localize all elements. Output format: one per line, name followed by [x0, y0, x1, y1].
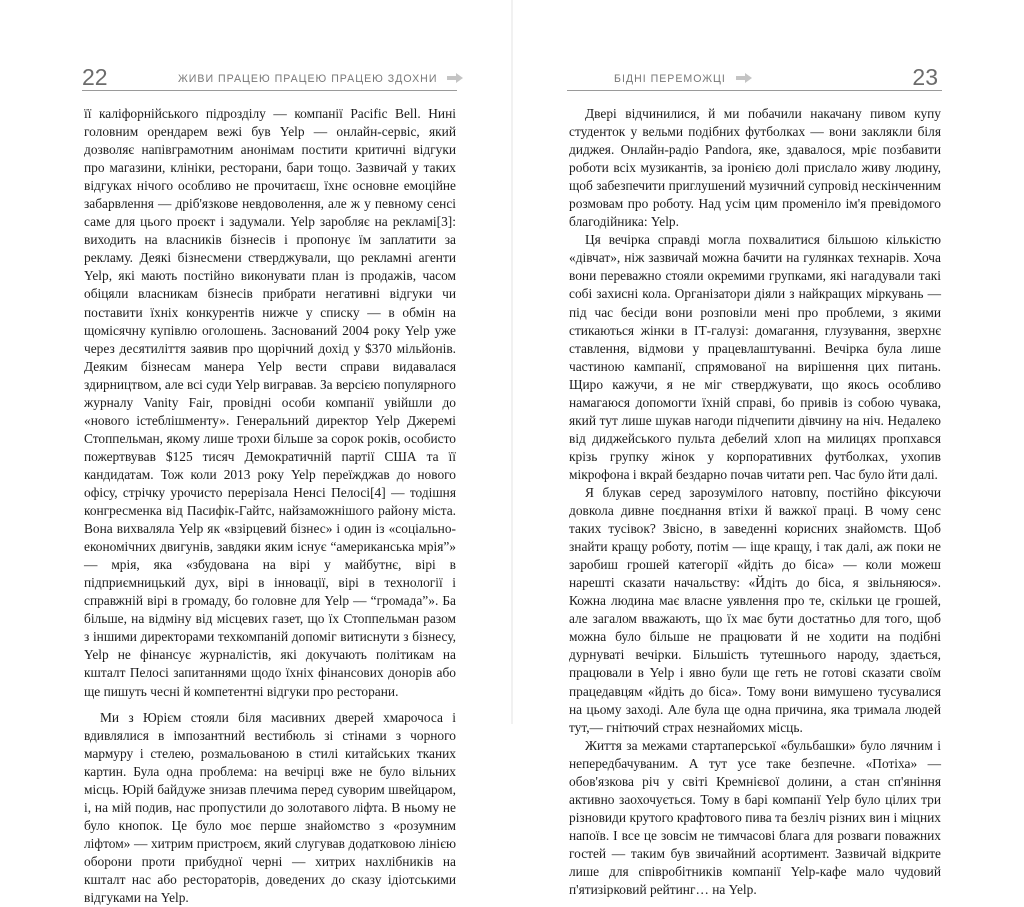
- running-head-left-text: ЖИВИ ПРАЦЕЮ ПРАЦЕЮ ПРАЦЕЮ ЗДОХНИ: [178, 73, 438, 85]
- left-page: [0, 0, 512, 906]
- page-number-left: 22: [82, 64, 108, 90]
- paragraph: Двері відчинилися, й ми побачили накачану пивом купу студенток у вельми подібних футболках — вони заклякли біля диджея. Онлайн-радіо Pandora, яке, здавалося, мріє позбавити роботи всіх музикантів, за іронією долі прислало живу людину, щоб забезпечити приглушений музичний супровід нескінченним розмовам про роботу. Над усім цим променіло ім'я превідомого благодійника: Yelp.: [569, 106, 941, 230]
- running-head-left: [178, 73, 463, 86]
- running-head-right: [614, 73, 752, 86]
- paragraph: Життя за межами стартаперської «бульбашки» було лячним і непередбачуваним. А тут усе таке безпечне. «Потіха» — обов'язкова річ у світі Кремнієвої долини, а стан сп'яніння активно заохочується. Тому в барі компанії Yelp було цілих три різновиди крутого крафтового пива та безліч різних вин і міцних напоїв. І все це зовсім не тимчасові блага для розваги поважних гостей — таким був звичайний асортимент. Зазвичай відкрите лише для співробітників компанії Yelp-кафе мало чудовий п'ятизірковий рейтинг… на Yelp.: [569, 737, 941, 898]
- body-text-left: [84, 105, 456, 907]
- page-number-right: 23: [912, 64, 938, 90]
- paragraph: Я блукав серед зарозумілого натовпу, постійно фіксуючи довкола дивне поєднання втіхи й важкої праці. В чому сенс таких тусівок? Звісно, в заведенні корисних знайомств. Щоб знайти кращу роботу, потім — іще кращу, і так далі, аж поки не заробиш грошей категорії «йдіть до біса» — коли можеш нарешті сказати начальству: «Йдіть до біса, я звільняюся». Кожна людина має власне уявлення про те, скільки це грошей, але загалом вважають, що їх має бути достатньо для того, щоб можна було більше не працювати й не ходити на подібні дурнуваті вечірки. Більшість тутешнього народу, здається, працювали в Yelp і явно були ще геть не готові сказати своїм працедавцям «йдіть до біса». Тому вони вимушено тусувалися на цьому заході. Але була ще одна причина, яка тримала людей тут,— гнітючий страх незнайомих місць.: [569, 484, 941, 735]
- right-page: [512, 0, 1024, 898]
- running-head-right-text: БІДНІ ПЕРЕМОЖЦІ: [614, 73, 726, 85]
- arrow-right-icon: [447, 73, 463, 83]
- paragraph: Ця вечірка справді могла похвалитися більшою кількістю «дівчат», ніж зазвичай можна бачити на гулянках технарів. Хоча вони переважно стояли окремими групками, які нагадували такі собі захисні кола. Організатори діяли з найкращих міркувань — під час бесіди вони розповіли мені про проблеми, з якими стикаються жінки в ІТ-галузі: домагання, глузування, зверхнє ставлення, відмови у працевлаштуванні. Вечірка була лише частиною кампанії, спрямованої на вирішення цих питань. Щиро кажучи, я не міг стверджувати, що якось особливо намагаюся допомогти їхній справі, бо привів із собою чувака, який тут лише шукав нагоди підчепити дівчину на ніч. Недалеко від диджейського пульта дебелий хлоп на милицях пропхався крізь групку жінок у корпоративних футболках, ухопив мікрофона і вкрай бездарно почав читати реп. Час було йти далі.: [569, 232, 941, 482]
- paragraph: Ми з Юрієм стояли біля масивних дверей хмарочоса і вдивлялися в імпозантний вестибюль зі стінами з чорного мармуру і стелею, розмальованою в стилі китайських тканих картин. Була одна проблема: на вечірці вже не було вільних місць. Юрій байдуже знизав плечима перед суворим швейцаром, і, на мій подив, нас пропустили до золотавого ліфта. В ньому не було кнопок. Це було моє перше знайомство з «розумним ліфтом» — хитрим пристроєм, який слугував додатковою лінією оборони проти прибудної черні — хитрих нахлібників на кшталт нас або рестораторів, доведених до сказу ідіотськими відгуками на Yelp.: [84, 709, 456, 906]
- paragraph: її каліфорнійського підрозділу — компанії Pacific Bell. Нині головним орендарем вежі був Yelp — онлайн-сервіс, який дозволяє напівграмотним анонімам постити критичні відгуки про магазини, клініки, ресторани, бари тощо. Зазвичай у таких відгуках нічого особливо не прочитаєш, їхнє основне емоційне забарвлення — дріб'язкове невдоволення, але ж у певному сенсі саме для цього проєкт і задумали. Yelp заробляє на рекламі[3]: виходить на власників бізнесів і пропонує їм заплатити за рекламу. Деякі бізнесмени стверджували, що рекламні агенти Yelp, які мають постійно виконувати план із продажів, часом обіцяли власникам бізнесів прибрати негативні відгуки чи поставити їхніх конкурентів нижче у списку — в обмін на щомісячну купівлю оголошень. Заснований 2004 року Yelp уже через десятиліття заявив про щорічний дохід у $370 мільйонів. Деяким бізнесам манера Yelp вести справи видавалася здирництвом, але всі суди Yelp вигравав. За версією популярного журналу Vanity Fair, провідні особи компанії увійшли до «нового істеблішменту». Генеральний директор Yelp Джеремі Стоппельман, якому лише трохи більше за сорок років, особисто пожертвував $125 тисяч Демократичній партії США та її кандидатам. Тож коли 2013 року Yelp переїжджав до нового офісу, стрічку урочисто перерізала Ненсі Пелосі[4] — тодішня конгресменка від Пасифік-Гайтс, найзаможнішого району міста. Вона вихваляла Yelp як «взірцевий бізнес» і один із «соціально-економічних двигунів, завдяки яким існує “американська мрія”» — мрія, яка «збудована на вірі у майбутнє, вірі в підприємницький дух, вірі в інновації, вірі в технології і справжній вірі в громаду, бо головне для Yelp — “громада”». Ба більше, на відміну від місцевих газет, що їх Стоппельман разом з іншими директорами техкомпаній допоміг витиснути з бізнесу, Yelp не фінансує журналістів, які докучають політикам на кшталт Пелосі запитаннями щодо їхніх фінансових донорів або ще пишуть чесні й компетентні відгуки про ресторани.: [84, 106, 456, 699]
- body-text-right: [569, 105, 941, 899]
- arrow-right-icon: [736, 73, 752, 83]
- header-rule-left: [82, 90, 457, 91]
- header-rule-right: [567, 90, 942, 91]
